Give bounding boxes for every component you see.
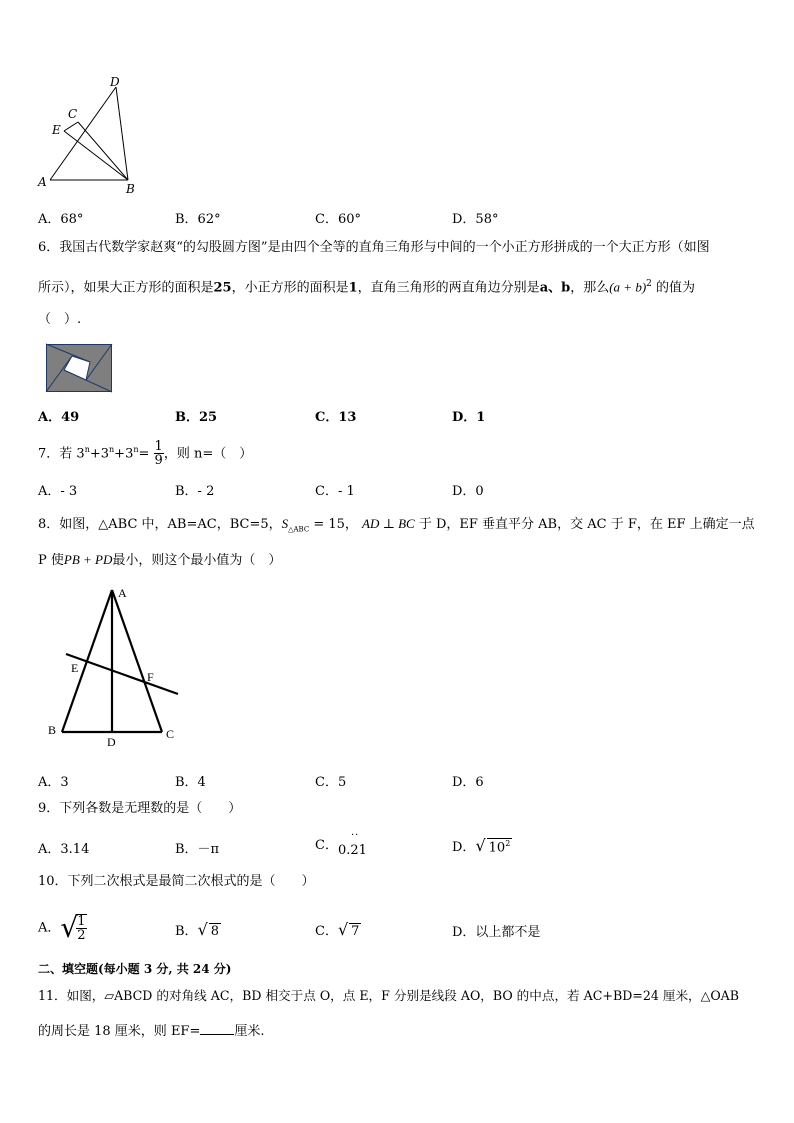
q7-option-a[interactable]: A．- 3 <box>38 484 78 499</box>
q6-stem-line1: 6．我国古代数学家赵爽“的勾股圆方图”是由四个全等的直角三角形与中间的一个小正方形拼成的一个大正方形（如图 <box>38 240 710 255</box>
q9-option-b[interactable]: B．－π <box>175 842 220 857</box>
q11-stem-line2: 的周长是 18 厘米，则 EF= 厘米. <box>38 1024 265 1039</box>
q6-expr: (a + b) <box>609 279 647 295</box>
q5-option-d[interactable]: D．58° <box>452 212 499 227</box>
q8-label-D: D <box>107 735 116 749</box>
q5-label-D: D <box>110 75 120 89</box>
q5-line-EB <box>64 131 128 180</box>
q8-line-AC <box>112 590 162 732</box>
q6-option-b[interactable]: B．25 <box>175 410 218 425</box>
q6-option-c[interactable]: C．13 <box>315 410 357 425</box>
q8-stem-line1: 8．如图，△ABC 中，AB=AC，BC=5，$S_{\triangle ABC} = 15$， AD ⊥ BC 于 D，EF 垂直平分 AB，交 AC 于 F，在 EF 上确定一点 <box>38 516 755 534</box>
q6-option-d[interactable]: D．1 <box>452 410 486 425</box>
q9-repeating-decimal: 0.21 <box>337 843 367 858</box>
section-2-title: 二、填空题(每小题 3 分, 共 24 分) <box>38 962 232 976</box>
q10-stem: 10．下列二次根式是最简二次根式的是（ ） <box>38 874 315 889</box>
q8-perp: AD ⊥ BC <box>362 516 415 531</box>
q5-label-E: E <box>52 123 61 137</box>
q7-option-d[interactable]: D．0 <box>452 484 484 499</box>
q8-label-F: F <box>147 670 154 684</box>
q9-option-c[interactable]: C． ·· 0.21 <box>315 830 367 858</box>
q5-option-a[interactable]: A．68° <box>38 212 84 227</box>
q5-line-DB <box>116 87 128 180</box>
q5-label-B: B <box>126 182 135 196</box>
q7-fraction: $\frac{1}{9}$ <box>154 439 163 469</box>
q5-label-A: A <box>38 175 47 189</box>
q5-label-C: C <box>68 107 78 121</box>
q8-figure <box>44 584 184 752</box>
q8-option-a[interactable]: A．3 <box>38 775 69 790</box>
q10-option-b[interactable]: B．√ 8 <box>175 920 220 939</box>
q8-option-c[interactable]: C．5 <box>315 775 347 790</box>
q5-line-EC <box>64 122 78 131</box>
q5-option-c[interactable]: C．60° <box>315 212 361 227</box>
q6-figure <box>46 344 112 392</box>
q5-line-CB <box>78 122 128 180</box>
q7-option-b[interactable]: B．- 2 <box>175 484 215 499</box>
q6-stem-line3: （ ）. <box>38 312 82 327</box>
q5-figure <box>36 74 146 199</box>
q8-label-C: C <box>166 727 175 741</box>
q10-option-a[interactable]: A．√ $\frac{1}{2}$ <box>38 911 86 944</box>
q8-option-d[interactable]: D．6 <box>452 775 484 790</box>
q8-option-b[interactable]: B．4 <box>175 775 206 790</box>
q11-answer-blank[interactable] <box>200 1022 234 1035</box>
q9-stem: 9．下列各数是无理数的是（ ） <box>38 801 242 816</box>
q8-expr: PB + PD <box>63 552 113 567</box>
q11-stem-line1: 11．如图，▱ABCD 的对角线 AC，BD 相交于点 O，点 E，F 分别是线段 AO，BO 的中点，若 AC+BD=24 厘米，△OAB <box>38 988 740 1003</box>
q9-option-a[interactable]: A．3.14 <box>38 842 90 857</box>
q8-label-B: B <box>48 723 57 737</box>
q10-option-d[interactable]: D．以上都不是 <box>452 925 541 940</box>
q9-sqrt: $10^2$ <box>488 838 511 855</box>
q7-option-c[interactable]: C．- 1 <box>315 484 355 499</box>
q8-stem-line2: P 使PB + PD最小，则这个最小值为（ ） <box>38 552 282 568</box>
q8-label-A: A <box>118 586 127 600</box>
q6-stem-line2: 所示），如果大正方形的面积是25，小正方形的面积是1，直角三角形的两直角边分别是a、b，那么$(a + b)^2$ 的值为 <box>38 279 696 296</box>
q9-option-d[interactable]: D．√ $10^2$ <box>452 836 511 855</box>
q5-option-b[interactable]: B．62° <box>175 212 221 227</box>
q6-option-a[interactable]: A．49 <box>38 410 80 425</box>
q8-label-E: E <box>71 661 79 675</box>
q7-stem: 7．若 $3^n+3^n+3^n=$ $\frac{1}{9}$ ，则 n=（ ） <box>38 439 253 469</box>
q10-option-c[interactable]: C．√ 7 <box>315 920 360 939</box>
q9-repeat-dots: ·· <box>350 830 360 841</box>
